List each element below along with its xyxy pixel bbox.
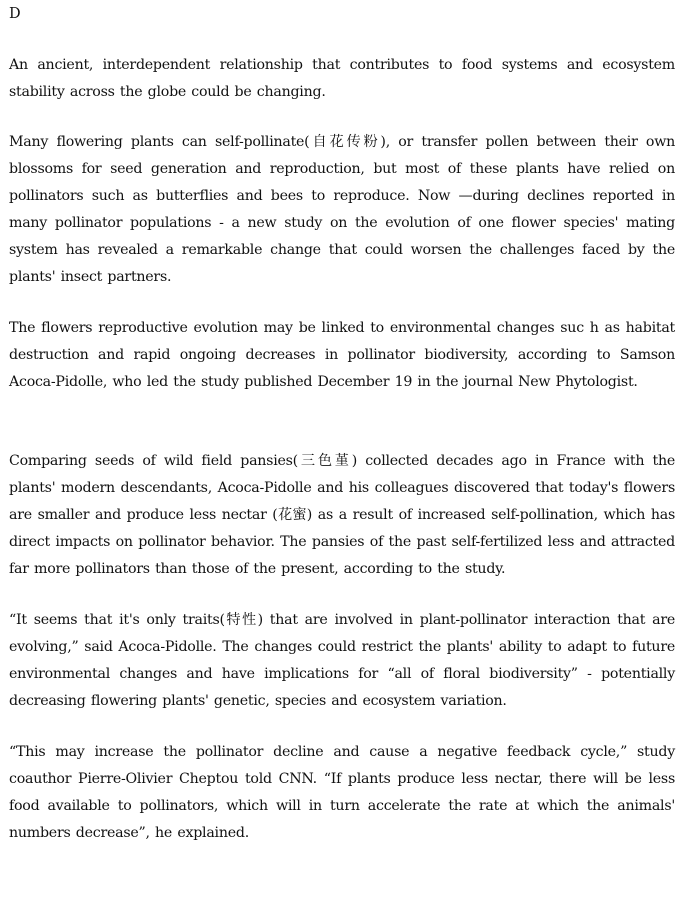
paragraph-1: An ancient, interdependent relationship that contributes to food systems and ecosystem stability across the globe could be changing.: [9, 57, 675, 100]
paragraph-6: “This may increase the pollinator decline and cause a negative feedback cycle,” study coauthor Pierre-Olivier Cheptou told CNN. “If plants produce less nectar, there will be less food available to pollinators, which will in turn accelerate the rate at which the animals' numbers decrease”, he explained.: [9, 744, 675, 841]
paragraph-5: “It seems that it's only traits(特性) that are involved in plant-pollinator interaction that are evolving,” said Acoca-Pidolle. The changes could restrict the plants' ability to adapt to future environmental changes and have implications for “all of floral biodiversity” - potentially decreasing flowering plants' genetic, species and ecosystem variation.: [9, 612, 675, 709]
paragraph-2: Many flowering plants can self-pollinate(自花传粉), or transfer pollen between their own blossoms for seed generation and reproduction, but most of these plants have relied on pollinators such as butterflies and bees to reproduce. Now —during declines reported in many pollinator populations - a new study on the evolution of one flower species' mating system has revealed a remarkable change that could worsen the challenges faced by the plants' insect partners.: [9, 134, 675, 285]
section-letter: D: [9, 6, 21, 22]
paragraph-3: The flowers reproductive evolution may be linked to environmental changes suc h as habitat destruction and rapid ongoing decreases in pollinator biodiversity, according to Samson Acoca-Pidolle, who led the study published December 19 in the journal New Phytologist.: [9, 320, 675, 390]
paragraph-4: Comparing seeds of wild field pansies(三色堇) collected decades ago in France with the plants' modern descendants, Acoca-Pidolle and his colleagues discovered that today's flowers are smaller and produce less nectar (花蜜) as a result of increased self-pollination, which has direct impacts on pollinator behavior. The pansies of the past self-fertilized less and attracted far more pollinators than those of the present, according to the study.: [9, 453, 675, 577]
